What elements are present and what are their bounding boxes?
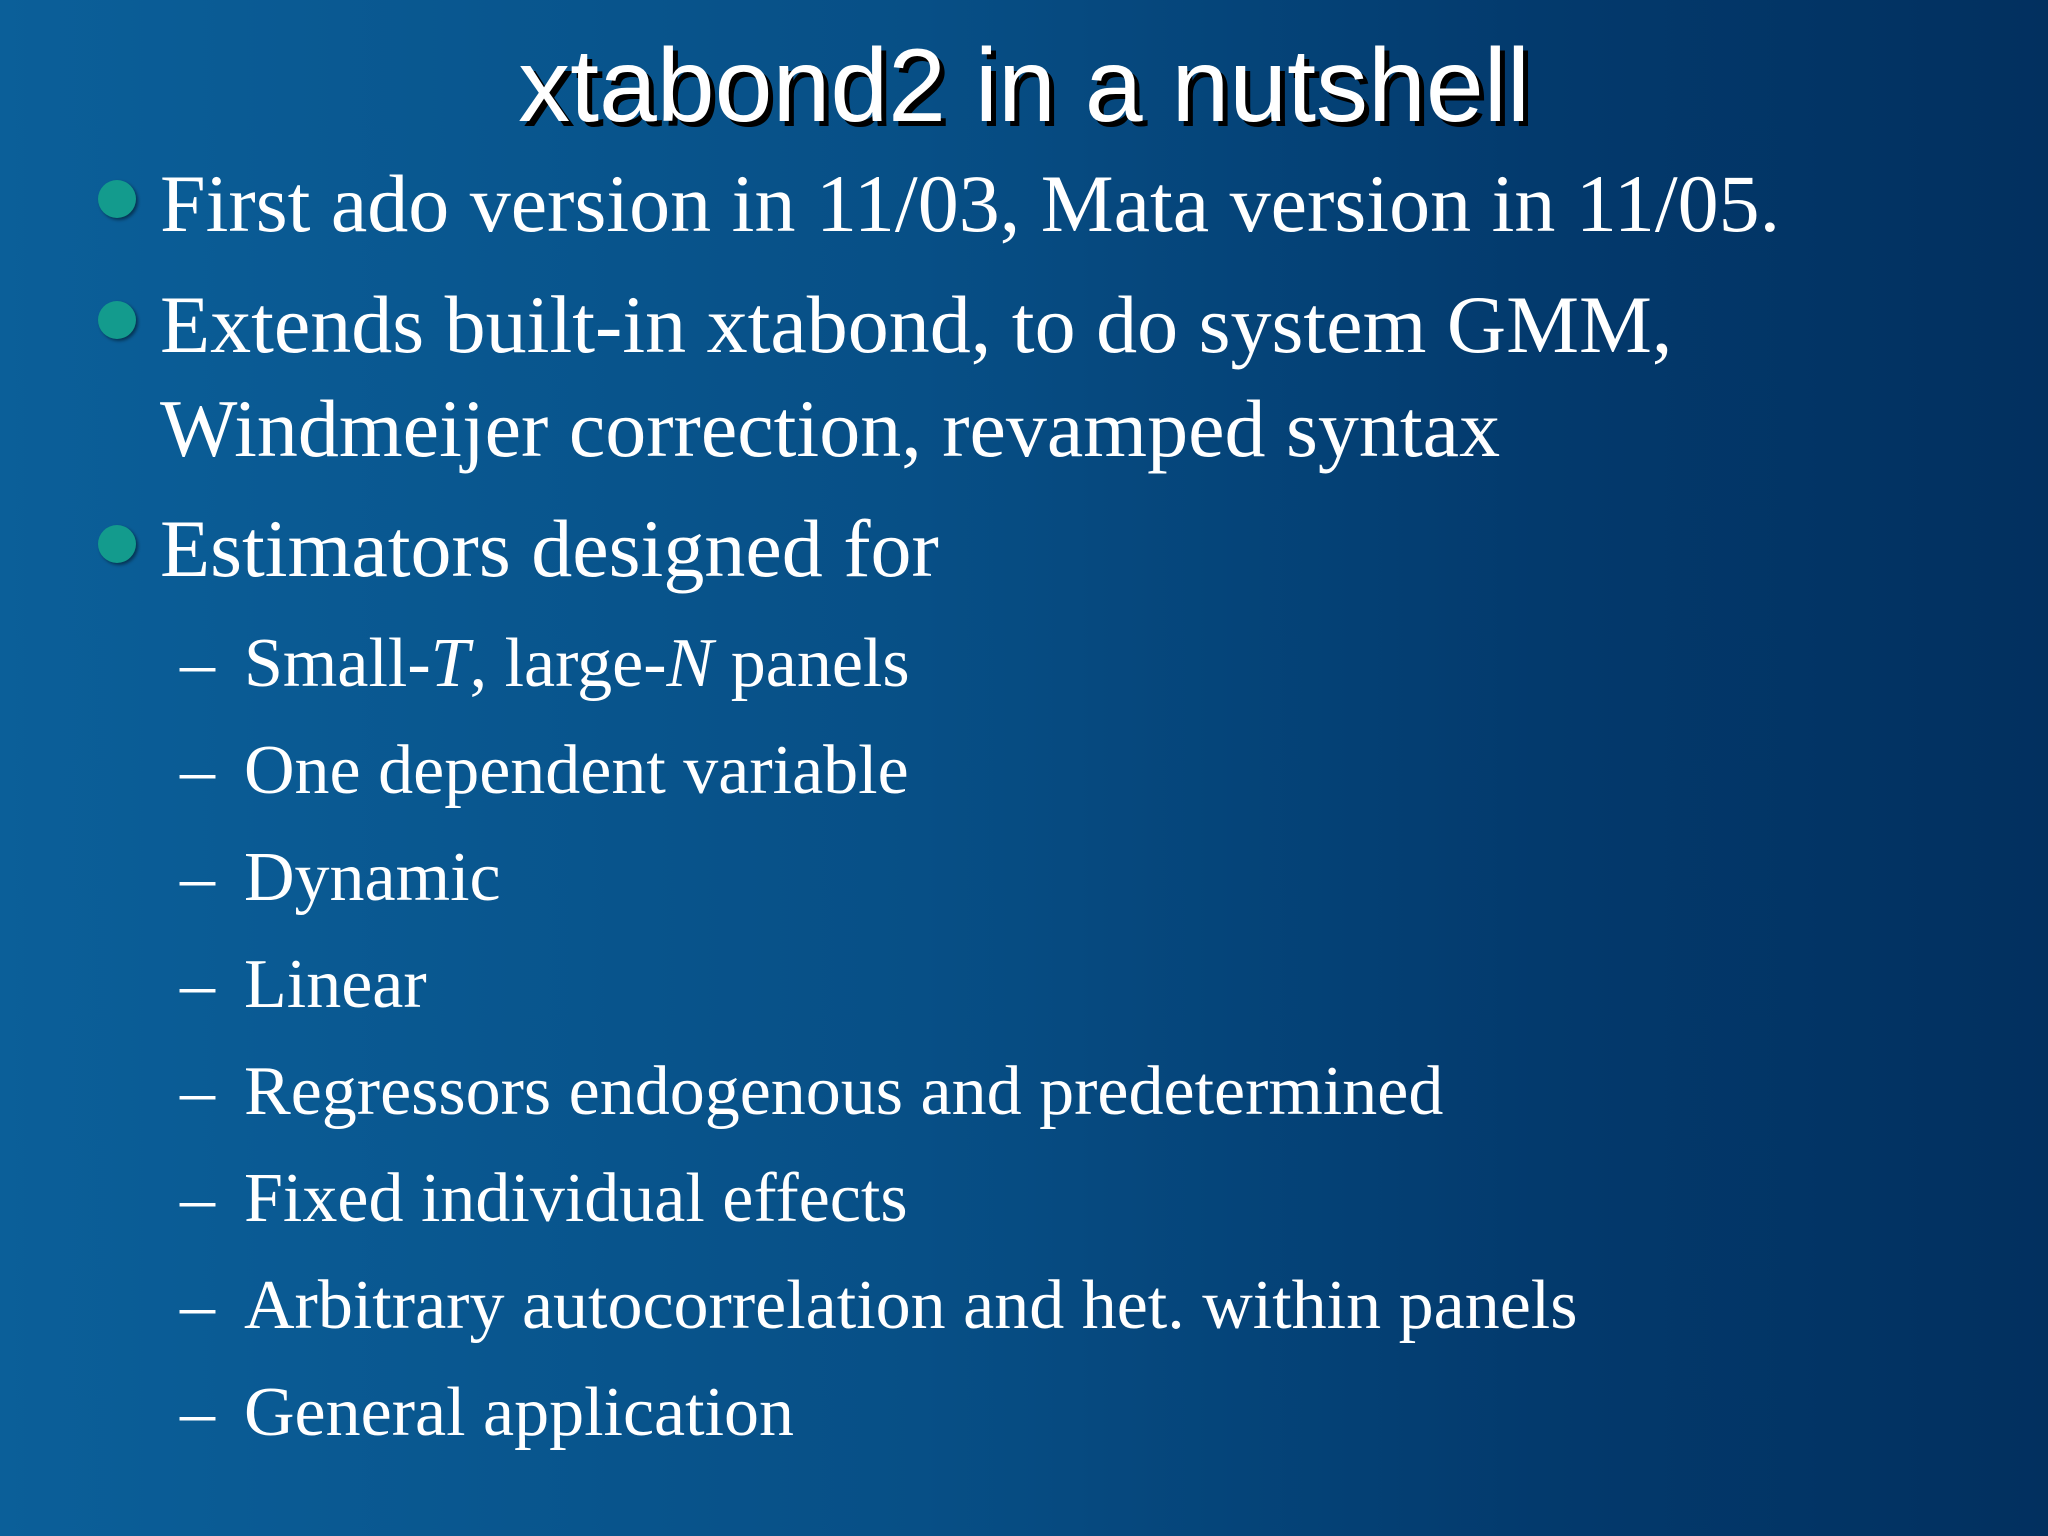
bullet-dot-icon: [98, 180, 136, 218]
subbullet-text-part: , large-: [469, 625, 667, 702]
subbullet-text: Fixed individual effects: [244, 1160, 908, 1237]
bullet-text-line-2: Windmeijer correction, revamped syntax: [160, 383, 1501, 474]
subbullet-italic-t: T: [430, 625, 470, 702]
dash-icon: –: [180, 1267, 215, 1344]
subbullet-text: Arbitrary autocorrelation and het. within panels: [244, 1267, 1578, 1344]
subbullet-text: One dependent variable: [244, 732, 909, 809]
slide-title: xtabond2 in a nutshell: [518, 28, 1530, 144]
bullet-dot-icon: [98, 301, 136, 339]
bullet-text: Estimators designed for: [160, 503, 939, 594]
subbullet-item-8: [180, 1371, 795, 1455]
subbullet-item-3: [180, 836, 501, 920]
bullet-dot-icon: [98, 525, 136, 563]
subbullet-italic-n: N: [666, 625, 714, 702]
dash-icon: –: [180, 839, 215, 916]
subbullet-text-part: Small-: [244, 625, 431, 702]
subbullet-text-part: panels: [713, 625, 910, 702]
dash-icon: –: [180, 1160, 215, 1237]
subbullet-item-1: [180, 622, 910, 706]
dash-icon: –: [180, 625, 215, 702]
subbullet-text: General application: [244, 1374, 795, 1451]
bullet-text: First ado version in 11/03, Mata version in 11/05.: [160, 158, 1781, 249]
dash-icon: –: [180, 1374, 215, 1451]
subbullet-text: Regressors endogenous and predetermined: [244, 1053, 1444, 1130]
dash-icon: –: [180, 946, 215, 1023]
subbullet-item-6: [180, 1157, 908, 1241]
dash-icon: –: [180, 732, 215, 809]
subbullet-item-5: [180, 1050, 1444, 1134]
subbullet-item-7: [180, 1264, 1578, 1348]
subbullet-item-2: [180, 729, 909, 813]
bullet-text-line-1: Extends built-in xtabond, to do system GMM,: [160, 279, 1673, 370]
subbullet-text: Linear: [244, 946, 427, 1023]
subbullet-text: Dynamic: [244, 839, 501, 916]
bullet-item-2-continuation: [160, 377, 1500, 481]
dash-icon: –: [180, 1053, 215, 1130]
subbullet-item-4: [180, 943, 427, 1027]
bullet-item-2: [160, 273, 1672, 377]
bullet-item-3: [160, 497, 939, 601]
bullet-item-1: [160, 152, 1780, 256]
